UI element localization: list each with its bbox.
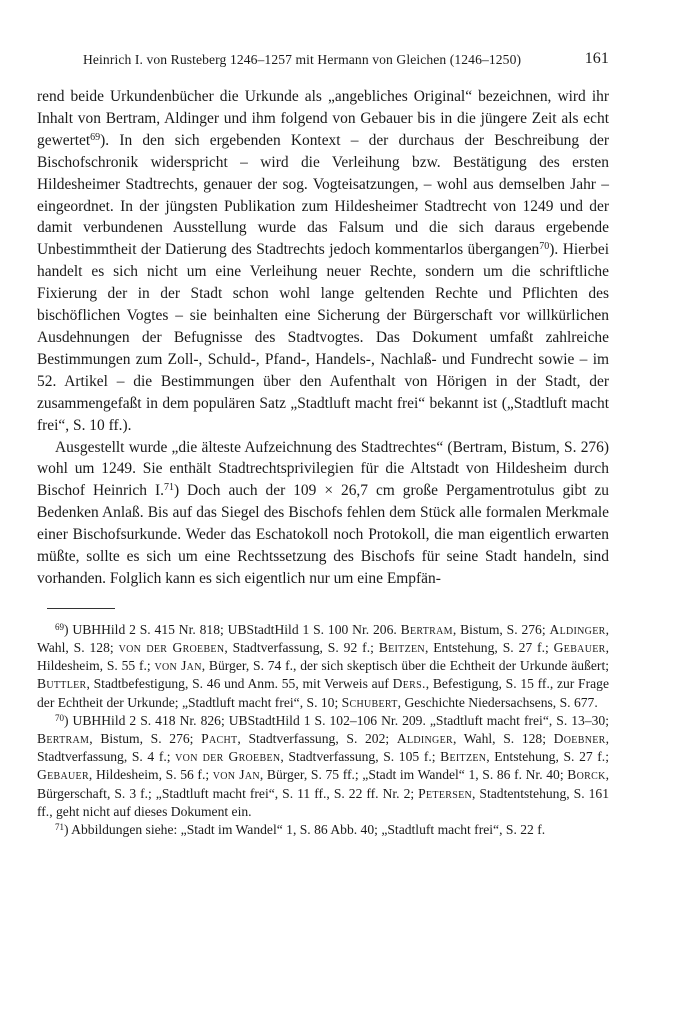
footnote-text: ) Abbildungen siehe: „Stadt im Wandel“ 1, S. 86 Abb. 40; „Stadtluft macht frei“, S. 22 f. [64, 822, 546, 838]
author-name: Pacht [201, 731, 238, 747]
footnote-71 [37, 821, 609, 839]
paragraph-2 [37, 437, 609, 590]
footnote-text: , Stadtverfassung, S. 4 f.; [37, 731, 609, 765]
running-header [37, 50, 609, 72]
footnote-text: , Wahl, S. 128; [452, 731, 554, 747]
text-run: Ausgestellt wurde „die älteste Aufzeichnung des Stadtrechtes“ (Bertram, Bistum, S. 276) wohl um 1249. Sie enthält Stadtrechtsprivilegien für die Altstadt von Hildesheim durch Bischof Heinrich I. [37, 438, 609, 500]
author-name: Ders. [392, 676, 426, 692]
book-page [37, 50, 609, 839]
footnote-number: 70 [55, 712, 64, 723]
author-name: Buttler [37, 676, 87, 692]
footnote-text: , Bürgerschaft, S. 3 f.; „Stadtluft macht frei“, S. 11 ff., S. 22 ff. Nr. 2; [37, 767, 609, 801]
author-name: Doebner [553, 731, 606, 747]
footnote-text: ) UBHHild 2 S. 415 Nr. 818; UBStadtHild 1 S. 100 Nr. 206. [64, 621, 401, 637]
footnote-text: ) UBHHild 2 S. 418 Nr. 826; UBStadtHild 1 S. 102–106 Nr. 209. „Stadtluft macht frei“, S. 13–30; [64, 712, 609, 728]
author-name: Aldinger [549, 621, 606, 637]
footnote-text: , Befestigung, S. 15 ff., zur Frage der Echtheit der Urkunde; „Stadtluft macht frei“, S. 10; [37, 676, 609, 710]
footnote-text: , Hildesheim, S. 56 f.; [88, 767, 213, 783]
author-name: Bertram [37, 731, 90, 747]
author-name: Aldinger [396, 731, 453, 747]
footnote-number: 69 [55, 621, 64, 632]
text-run: ). In den sich ergebenden Kontext – der durchaus der Beschreibung der Bischofschronik widerspricht – wird die Verleihung bzw. Bestätigung des ersten Hildesheimer Stadtrechts, genauer der sog. Vogteisatzungen, – wohl aus demselben Jahr – eingeordnet. In der jüngsten Publikation zum Hildesheimer Stadtrecht von 1249 und der damit verbundenen Ausstellung wurde das Falsum und die sich daraus ergebende Unbestimmtheit der Datierung des Stadtrechts jedoch kommentarlos übergangen [37, 131, 609, 259]
footnote-divider [47, 608, 115, 609]
footnote-text: , Entstehung, S. 27 f.; [424, 640, 554, 656]
footnote-text: , Bürger, S. 75 ff.; „Stadt im Wandel“ 1, S. 86 f. Nr. 40; [259, 767, 568, 783]
footnote-text: , Geschichte Niedersachsens, S. 677. [397, 694, 598, 710]
author-name: Bertram [400, 621, 453, 637]
footnote-text: , Bürger, S. 74 f., der sich skeptisch über die Echtheit der Urkunde äußert; [201, 658, 609, 674]
footnote-text: , Wahl, S. 128; [37, 621, 609, 656]
paragraph-1 [37, 86, 609, 437]
footnotes [37, 621, 609, 839]
author-name: Beitzen [378, 640, 425, 656]
author-name: Schubert [341, 694, 398, 710]
footnote-text: , Bistum, S. 276; [89, 731, 202, 747]
author-name: von der Groeben [118, 640, 225, 656]
footnote-number: 71 [55, 822, 64, 833]
author-name: Petersen [418, 785, 473, 801]
author-name: Borck [567, 767, 606, 783]
footnote-text: , Stadtverfassung, S. 92 f.; [224, 640, 379, 656]
author-name: von Jan [212, 767, 260, 783]
page-number: 161 [584, 50, 609, 67]
text-run: ) Doch auch der 109 × 26,7 cm große Pergamentrotulus gibt zu Bedenken Anlaß. Bis auf das Siegel des Bischofs fehlen dem Stück alle formalen Merkmale einer Bischofsurkunde. Weder das Eschatokoll noch Protokoll, die man eigentlich erwarten müßte, sollte es sich um eine Rechtssetzung des Bischofs für seine Stadt handeln, sind vorhanden. Folglich kann es sich eigentlich nur um eine Empfän- [37, 482, 609, 587]
footnote-text: , Hildesheim, S. 55 f.; [37, 640, 609, 674]
footnote-ref-71[interactable]: 71 [163, 482, 174, 494]
text-run: ). Hierbei handelt es sich nicht um eine Verleihung neuer Rechte, sondern um die schriftliche Fixierung der in der Stadt schon wohl lange geltenden Rechte und Pflichten des bischöflichen Vogtes – sie beinhalten eine Sicherung der Bürgerschaft vor willkürlichen Ausdehnungen der Befugnisse des Stadtvogtes. Das Dokument umfaßt zahlreiche Bestimmungen zum Zoll-, Schuld-, Pfand-, Handels-, Nachlaß- und Fundrecht sowie – im 52. Artikel – die Bestimmungen über den Aufenthalt von Hörigen in der Stadt, der zusammengefaßt in dem populären Satz „Stadtluft macht frei“ bekannt ist („Stadtluft macht frei“, S. 10 ff.). [37, 241, 609, 434]
footnote-ref-69[interactable]: 69 [90, 131, 101, 143]
footnote-text: , Stadtverfassung, S. 202; [237, 731, 397, 747]
footnote-text: , Stadtverfassung, S. 105 f.; [280, 749, 441, 765]
author-name: von der Groeben [175, 749, 281, 765]
running-title: Heinrich I. von Rusteberg 1246–1257 mit Hermann von Gleichen (1246–1250) [83, 52, 522, 67]
footnote-text: , Bistum, S. 276; [452, 621, 550, 637]
footnote-ref-70[interactable]: 70 [539, 241, 550, 253]
text-run: rend beide Urkundenbücher die Urkunde als „angebliches Original“ bezeichnen, wird ihr Inhalt von Bertram, Aldinger und ihm folgend von Gebauer bis in die jüngere Zeit als echt gewertet [37, 88, 609, 149]
main-text [37, 86, 609, 590]
footnote-70 [37, 712, 609, 821]
footnote-text: , Stadtbefestigung, S. 46 und Anm. 55, mit Verweis auf [86, 676, 393, 692]
author-name: Gebauer [37, 767, 89, 783]
author-name: Beitzen [440, 749, 487, 765]
footnote-text: , Entstehung, S. 27 f.; [486, 749, 609, 765]
author-name: von Jan [154, 658, 202, 674]
footnote-text: , Stadtentstehung, S. 161 ff., geht nicht auf dieses Dokument ein. [37, 785, 609, 819]
footnote-69 [37, 621, 609, 712]
author-name: Gebauer [553, 640, 606, 656]
